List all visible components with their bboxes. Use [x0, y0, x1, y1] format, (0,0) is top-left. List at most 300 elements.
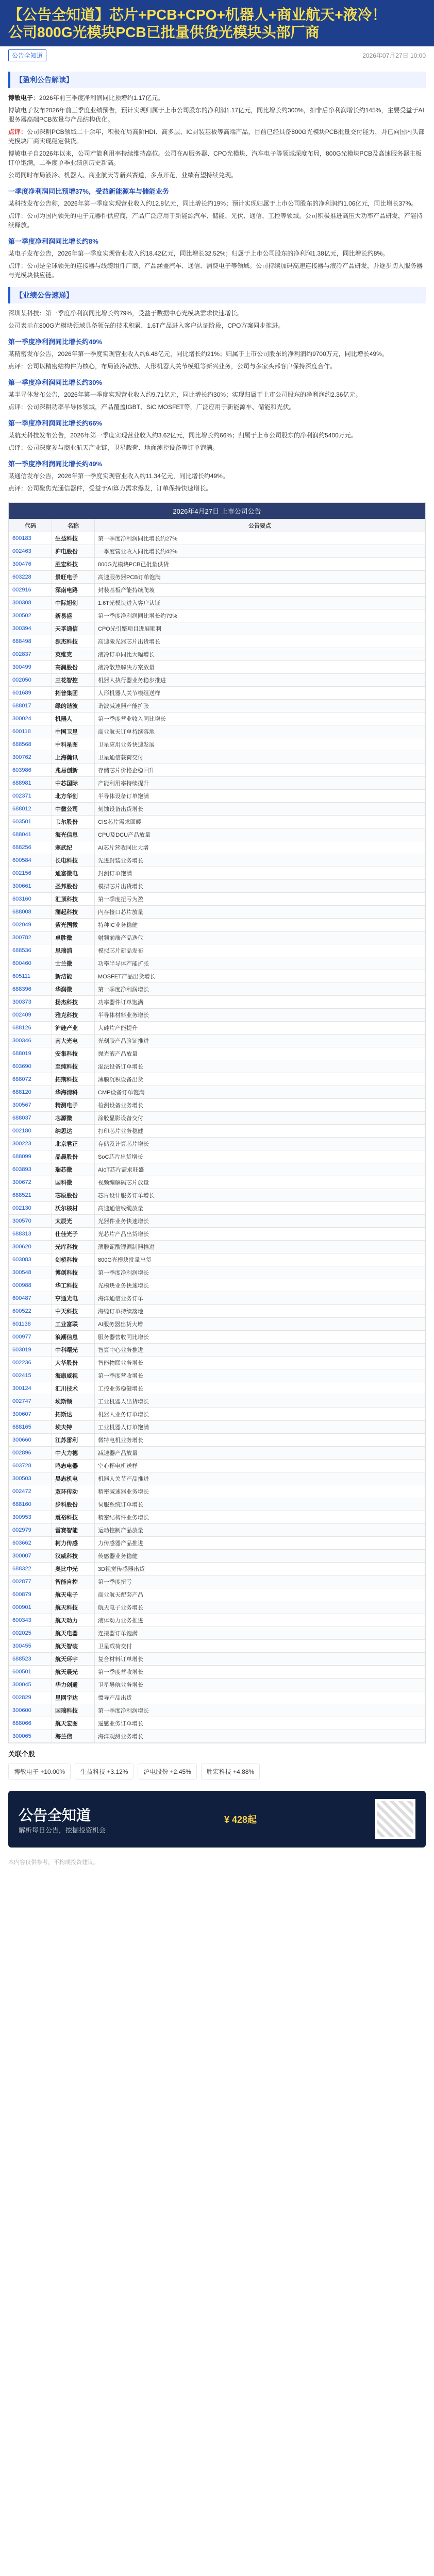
stock-name[interactable]: 华工科技 [52, 1279, 95, 1292]
stock-code[interactable]: 300782 [9, 931, 52, 944]
table-row[interactable] [9, 893, 425, 906]
table-row[interactable] [9, 648, 425, 661]
stock-name[interactable]: 源杰科技 [52, 635, 95, 648]
table-row[interactable] [9, 1279, 425, 1292]
stock-name[interactable]: 中大力德 [52, 1447, 95, 1460]
stock-code[interactable]: 300503 [9, 1472, 52, 1485]
table-row[interactable] [9, 1125, 425, 1138]
table-row[interactable] [9, 906, 425, 919]
stock-name[interactable]: 精测电子 [52, 1099, 95, 1112]
stock-name[interactable]: 双环传动 [52, 1485, 95, 1498]
table-row[interactable] [9, 1073, 425, 1086]
table-row[interactable] [9, 1408, 425, 1421]
stock-code[interactable]: 688008 [9, 906, 52, 919]
table-row[interactable] [9, 1009, 425, 1022]
stock-code[interactable]: 603662 [9, 1537, 52, 1550]
stock-code[interactable]: 688126 [9, 1022, 52, 1035]
table-row[interactable] [9, 957, 425, 970]
stock-code[interactable]: 300223 [9, 1138, 52, 1150]
table-row[interactable] [9, 1421, 425, 1434]
stock-code[interactable]: 688041 [9, 828, 52, 841]
table-row[interactable] [9, 996, 425, 1009]
stock-code[interactable]: 300045 [9, 1679, 52, 1691]
stock-code[interactable]: 300455 [9, 1640, 52, 1653]
table-row[interactable] [9, 1150, 425, 1163]
stock-code[interactable]: 603501 [9, 816, 52, 828]
stock-name[interactable]: 星网宇达 [52, 1691, 95, 1704]
announcement-summary: 射频前端产品迭代 [95, 931, 425, 944]
stock-code[interactable]: 300661 [9, 880, 52, 893]
stock-name[interactable]: 沃尔核材 [52, 1202, 95, 1215]
stock-code[interactable]: 688066 [9, 1717, 52, 1730]
stock-name[interactable]: 浪潮信息 [52, 1331, 95, 1344]
table-row[interactable] [9, 1460, 425, 1472]
stock-code[interactable]: 688019 [9, 1047, 52, 1060]
stock-code[interactable]: 688521 [9, 1189, 52, 1202]
stock-name[interactable]: 埃夫特 [52, 1421, 95, 1434]
table-row[interactable] [9, 1382, 425, 1395]
table-row[interactable] [9, 1035, 425, 1047]
table-row[interactable] [9, 944, 425, 957]
announcement-summary: 视频编解码芯片放量 [95, 1176, 425, 1189]
stock-code[interactable]: 002979 [9, 1524, 52, 1537]
stock-name[interactable]: 雅克科技 [52, 1009, 95, 1022]
table-row[interactable] [9, 1627, 425, 1640]
stock-name[interactable]: 大华股份 [52, 1357, 95, 1369]
stock-code[interactable]: 300346 [9, 1035, 52, 1047]
table-row[interactable] [9, 545, 425, 558]
stock-name[interactable]: 中国卫星 [52, 725, 95, 738]
table-row[interactable] [9, 983, 425, 996]
stock-code[interactable]: 688536 [9, 944, 52, 957]
stock-code[interactable]: 688498 [9, 635, 52, 648]
announcement-summary: 1.6T光模块进入客户认证 [95, 597, 425, 609]
stock-chip[interactable]: 博敏电子 +10.00% [8, 1764, 71, 1780]
stock-code[interactable]: 300600 [9, 1704, 52, 1717]
stock-name[interactable]: 士兰微 [52, 957, 95, 970]
stock-name[interactable]: 华润微 [52, 983, 95, 996]
stock-code[interactable]: 600584 [9, 854, 52, 867]
table-row[interactable] [9, 751, 425, 764]
stock-code[interactable]: 002025 [9, 1627, 52, 1640]
stock-code[interactable]: 603160 [9, 893, 52, 906]
paragraph: 某科技发布公告称，2026年第一季度实现营业收入约12.8亿元，同比增长约19%；预计实现归属于上市公司股东的净利润约1.06亿元，同比增长37%。 [8, 200, 418, 207]
stock-name[interactable]: 北京君正 [52, 1138, 95, 1150]
table-row[interactable] [9, 1511, 425, 1524]
stock-name[interactable]: 亨通光电 [52, 1292, 95, 1305]
stock-code[interactable]: 688165 [9, 1421, 52, 1434]
table-row[interactable] [9, 1099, 425, 1112]
stock-code[interactable]: 300502 [9, 609, 52, 622]
stock-name[interactable]: 航天电子 [52, 1588, 95, 1601]
table-row[interactable] [9, 1588, 425, 1601]
stock-name[interactable]: 航天电器 [52, 1627, 95, 1640]
table-row[interactable] [9, 1022, 425, 1035]
stock-name[interactable]: 寒武纪 [52, 841, 95, 854]
table-row[interactable] [9, 1138, 425, 1150]
stock-name[interactable]: 新洁能 [52, 970, 95, 983]
stock-name[interactable]: 思瑞浦 [52, 944, 95, 957]
stock-code[interactable]: 688322 [9, 1563, 52, 1575]
table-row[interactable] [9, 1666, 425, 1679]
table-row[interactable] [9, 609, 425, 622]
stock-name[interactable]: 机器人 [52, 713, 95, 725]
table-row[interactable] [9, 1472, 425, 1485]
table-row[interactable] [9, 1640, 425, 1653]
stock-name[interactable]: 航天环宇 [52, 1653, 95, 1666]
stock-code[interactable]: 002916 [9, 584, 52, 597]
stock-code[interactable]: 605111 [9, 970, 52, 983]
stock-code[interactable]: 000988 [9, 1279, 52, 1292]
stock-code[interactable]: 000977 [9, 1331, 52, 1344]
stock-code[interactable]: 002130 [9, 1202, 52, 1215]
table-header-row [9, 519, 425, 532]
stock-code[interactable]: 688160 [9, 1498, 52, 1511]
table-row[interactable] [9, 816, 425, 828]
stock-code[interactable]: 002236 [9, 1357, 52, 1369]
stock-name[interactable]: 航天宏图 [52, 1717, 95, 1730]
stock-name[interactable]: 拓荆科技 [52, 1073, 95, 1086]
stock-code[interactable]: 688072 [9, 1073, 52, 1086]
stock-code[interactable]: 002877 [9, 1575, 52, 1588]
stock-name[interactable]: 华力创通 [52, 1679, 95, 1691]
table-row[interactable] [9, 1498, 425, 1511]
table-row[interactable] [9, 841, 425, 854]
stock-name[interactable]: 扬杰科技 [52, 996, 95, 1009]
stock-name[interactable]: 芯原股份 [52, 1189, 95, 1202]
stock-name[interactable]: 仕佳光子 [52, 1228, 95, 1241]
table-row[interactable] [9, 1395, 425, 1408]
stock-name[interactable]: 至纯科技 [52, 1060, 95, 1073]
table-row[interactable] [9, 687, 425, 700]
table-row[interactable] [9, 700, 425, 713]
promo-slogan: 解析每日公告，挖掘投资机会 [19, 1826, 106, 1834]
table-row[interactable] [9, 1189, 425, 1202]
stock-name[interactable]: 中科曙光 [52, 1344, 95, 1357]
stock-code[interactable]: 002049 [9, 919, 52, 931]
table-row[interactable] [9, 1537, 425, 1550]
table-row[interactable] [9, 1563, 425, 1575]
table-row[interactable] [9, 558, 425, 571]
table-row[interactable] [9, 1305, 425, 1318]
stock-name[interactable]: 国科微 [52, 1176, 95, 1189]
stock-code[interactable]: 600118 [9, 725, 52, 738]
table-row[interactable] [9, 1691, 425, 1704]
stock-name[interactable]: 长电科技 [52, 854, 95, 867]
announcement-summary: 光模块业务快速增长 [95, 1279, 425, 1292]
stock-name[interactable]: 生益科技 [52, 532, 95, 545]
stock-code[interactable]: 688523 [9, 1653, 52, 1666]
subsection-heading: 第一季度净利润同比增长约30% [8, 379, 103, 386]
stock-code[interactable]: 603083 [9, 1253, 52, 1266]
stock-name[interactable]: 汉威科技 [52, 1550, 95, 1563]
table-row[interactable] [9, 1292, 425, 1305]
stock-code[interactable]: 002050 [9, 674, 52, 687]
stock-name[interactable]: 昊志机电 [52, 1472, 95, 1485]
stock-code[interactable]: 300660 [9, 1434, 52, 1447]
table-row[interactable] [9, 919, 425, 931]
table-row[interactable] [9, 571, 425, 584]
table-row[interactable] [9, 674, 425, 687]
stock-name[interactable]: 通富微电 [52, 867, 95, 880]
stock-chip[interactable]: 生益科技 +3.12% [75, 1764, 133, 1780]
stock-code[interactable]: 688012 [9, 803, 52, 816]
stock-name[interactable]: 鸣志电器 [52, 1460, 95, 1472]
stock-code[interactable]: 002463 [9, 545, 52, 558]
stock-name[interactable]: 海光信息 [52, 828, 95, 841]
table-row[interactable] [9, 1614, 425, 1627]
stock-name[interactable]: 三花智控 [52, 674, 95, 687]
table-row[interactable] [9, 1318, 425, 1331]
table-row[interactable] [9, 1357, 425, 1369]
table-row[interactable] [9, 828, 425, 841]
stock-code[interactable]: 600501 [9, 1666, 52, 1679]
table-row[interactable] [9, 1253, 425, 1266]
table-row[interactable] [9, 1717, 425, 1730]
stock-code[interactable]: 688256 [9, 841, 52, 854]
stock-code[interactable]: 603019 [9, 1344, 52, 1357]
stock-name[interactable]: 国瑞科技 [52, 1704, 95, 1717]
table-row[interactable] [9, 635, 425, 648]
stock-code[interactable]: 603690 [9, 1060, 52, 1073]
stock-code[interactable]: 300308 [9, 597, 52, 609]
table-row[interactable] [9, 1228, 425, 1241]
table-row[interactable] [9, 1704, 425, 1717]
table-row[interactable] [9, 1344, 425, 1357]
stock-name[interactable]: 智能自控 [52, 1575, 95, 1588]
table-row[interactable] [9, 1524, 425, 1537]
stock-code[interactable]: 601138 [9, 1318, 52, 1331]
stock-code[interactable]: 688568 [9, 738, 52, 751]
table-row[interactable] [9, 931, 425, 944]
table-row[interactable] [9, 1047, 425, 1060]
table-row[interactable] [9, 867, 425, 880]
stock-code[interactable]: 000901 [9, 1601, 52, 1614]
stock-name[interactable]: 上海瀚讯 [52, 751, 95, 764]
stock-name[interactable]: 晶晨股份 [52, 1150, 95, 1163]
stock-code[interactable]: 688037 [9, 1112, 52, 1125]
stock-name[interactable]: 紫光国微 [52, 919, 95, 931]
stock-name[interactable]: 华海清科 [52, 1086, 95, 1099]
stock-code[interactable]: 002371 [9, 790, 52, 803]
table-row[interactable] [9, 1112, 425, 1125]
stock-code[interactable]: 300373 [9, 996, 52, 1009]
table-row[interactable] [9, 1601, 425, 1614]
stock-code[interactable]: 002747 [9, 1395, 52, 1408]
stock-code[interactable]: 600460 [9, 957, 52, 970]
stock-code[interactable]: 300394 [9, 622, 52, 635]
stock-name[interactable]: 景旺电子 [52, 571, 95, 584]
stock-code[interactable]: 300476 [9, 558, 52, 571]
stock-name[interactable]: 奥比中光 [52, 1563, 95, 1575]
table-row[interactable] [9, 803, 425, 816]
stock-name[interactable]: 英维克 [52, 648, 95, 661]
stock-name[interactable]: 卓胜微 [52, 931, 95, 944]
table-row[interactable] [9, 1447, 425, 1460]
stock-name[interactable]: 中科星图 [52, 738, 95, 751]
table-row[interactable] [9, 1202, 425, 1215]
stock-name[interactable]: 韦尔股份 [52, 816, 95, 828]
stock-code[interactable]: 300124 [9, 1382, 52, 1395]
stock-name[interactable]: 工业富联 [52, 1318, 95, 1331]
stock-code[interactable]: 603228 [9, 571, 52, 584]
stock-code[interactable]: 002180 [9, 1125, 52, 1138]
table-row[interactable] [9, 1730, 425, 1743]
column-tag[interactable]: 公告全知道 [8, 49, 46, 61]
stock-name[interactable]: 安集科技 [52, 1047, 95, 1060]
stock-code[interactable]: 300620 [9, 1241, 52, 1253]
stock-code[interactable]: 688120 [9, 1086, 52, 1099]
stock-name[interactable]: 博创科技 [52, 1266, 95, 1279]
stock-name[interactable]: 中天科技 [52, 1305, 95, 1318]
stock-name[interactable]: 剑桥科技 [52, 1253, 95, 1266]
table-row[interactable] [9, 854, 425, 867]
stock-name[interactable]: 航天智装 [52, 1640, 95, 1653]
stock-name[interactable]: 海兰信 [52, 1730, 95, 1743]
table-row[interactable] [9, 738, 425, 751]
table-row[interactable] [9, 764, 425, 777]
stock-name[interactable]: 中微公司 [52, 803, 95, 816]
table-row[interactable] [9, 1241, 425, 1253]
subscription-banner[interactable] [8, 1791, 426, 1848]
stock-name[interactable]: 拓普集团 [52, 687, 95, 700]
stock-name[interactable]: 震裕科技 [52, 1511, 95, 1524]
stock-name[interactable]: 绿的谐波 [52, 700, 95, 713]
stock-code[interactable]: 600522 [9, 1305, 52, 1318]
stock-code[interactable]: 300065 [9, 1730, 52, 1743]
table-row[interactable] [9, 1331, 425, 1344]
stock-code[interactable]: 002896 [9, 1447, 52, 1460]
stock-code[interactable]: 603986 [9, 764, 52, 777]
table-row[interactable] [9, 1653, 425, 1666]
stock-name[interactable]: 航天晨光 [52, 1666, 95, 1679]
stock-code[interactable]: 300024 [9, 713, 52, 725]
stock-code[interactable]: 300570 [9, 1215, 52, 1228]
stock-code[interactable]: 002156 [9, 867, 52, 880]
stock-code[interactable]: 688017 [9, 700, 52, 713]
table-row[interactable] [9, 661, 425, 674]
table-row[interactable] [9, 1266, 425, 1279]
announcement-summary: 工控业务稳健增长 [95, 1382, 425, 1395]
stock-code[interactable]: 688396 [9, 983, 52, 996]
table-row[interactable] [9, 1163, 425, 1176]
table-row[interactable] [9, 1485, 425, 1498]
table-row[interactable] [9, 597, 425, 609]
stock-code[interactable]: 300007 [9, 1550, 52, 1563]
stock-code[interactable]: 002409 [9, 1009, 52, 1022]
table-row[interactable] [9, 1060, 425, 1073]
stock-name[interactable]: 瑞芯微 [52, 1163, 95, 1176]
stock-name[interactable]: 沪硅产业 [52, 1022, 95, 1035]
table-row[interactable] [9, 1575, 425, 1588]
table-row[interactable] [9, 1369, 425, 1382]
table-row[interactable] [9, 713, 425, 725]
stock-code[interactable]: 002472 [9, 1485, 52, 1498]
stock-code[interactable]: 002829 [9, 1691, 52, 1704]
stock-name[interactable]: 高澜股份 [52, 661, 95, 674]
stock-code[interactable]: 600183 [9, 532, 52, 545]
stock-name[interactable]: 沪电股份 [52, 545, 95, 558]
stock-code[interactable]: 300762 [9, 751, 52, 764]
stock-name[interactable]: 雷赛智能 [52, 1524, 95, 1537]
table-row[interactable] [9, 622, 425, 635]
stock-name[interactable]: 新易盛 [52, 609, 95, 622]
stock-code[interactable]: 600487 [9, 1292, 52, 1305]
stock-name[interactable]: 澜起科技 [52, 906, 95, 919]
stock-name[interactable]: 深南电路 [52, 584, 95, 597]
table-row[interactable] [9, 790, 425, 803]
stock-name[interactable]: 圣邦股份 [52, 880, 95, 893]
table-row[interactable] [9, 1086, 425, 1099]
stock-code[interactable]: 688099 [9, 1150, 52, 1163]
table-row[interactable] [9, 725, 425, 738]
stock-name[interactable]: 胜宏科技 [52, 558, 95, 571]
stock-name[interactable]: 芯源微 [52, 1112, 95, 1125]
stock-chip[interactable]: 沪电股份 +2.45% [138, 1764, 196, 1780]
stock-code[interactable]: 300548 [9, 1266, 52, 1279]
stock-code[interactable]: 002415 [9, 1369, 52, 1382]
table-row[interactable] [9, 880, 425, 893]
stock-name[interactable]: 埃斯顿 [52, 1395, 95, 1408]
stock-code[interactable]: 601689 [9, 687, 52, 700]
stock-name[interactable]: 光库科技 [52, 1241, 95, 1253]
table-row[interactable] [9, 777, 425, 790]
stock-code[interactable]: 688981 [9, 777, 52, 790]
stock-name[interactable]: 拓斯达 [52, 1408, 95, 1421]
stock-name[interactable]: 海康威视 [52, 1369, 95, 1382]
stock-name[interactable]: 太辰光 [52, 1215, 95, 1228]
stock-name[interactable]: 航天科技 [52, 1601, 95, 1614]
stock-name[interactable]: 江苏雷利 [52, 1434, 95, 1447]
announcement-summary: 连接器订单饱满 [95, 1627, 425, 1640]
stock-name[interactable]: 兆易创新 [52, 764, 95, 777]
table-row[interactable] [9, 970, 425, 983]
paragraph: 博敏电子自2026年以来，公司产能利用率持续维持高位。公司在AI服务器、CPO光模块、汽车电子等领域深度布局，800G光模块PCB及高速服务器主板订单饱满，二季度单季业绩创历史新高。 [8, 150, 422, 166]
stock-name[interactable]: 北方华创 [52, 790, 95, 803]
stock-name[interactable]: 汇川技术 [52, 1382, 95, 1395]
company-name[interactable]: 博敏电子 [8, 94, 34, 101]
stock-code[interactable]: 603893 [9, 1163, 52, 1176]
stock-name[interactable]: 天孚通信 [52, 622, 95, 635]
stock-code[interactable]: 600879 [9, 1588, 52, 1601]
stock-name[interactable]: 中际旭创 [52, 597, 95, 609]
table-row[interactable] [9, 1176, 425, 1189]
stock-chip[interactable]: 胜宏科技 +4.88% [201, 1764, 260, 1780]
table-row[interactable] [9, 1550, 425, 1563]
stock-code[interactable]: 300672 [9, 1176, 52, 1189]
table-row[interactable] [9, 1434, 425, 1447]
stock-name[interactable]: 航天动力 [52, 1614, 95, 1627]
stock-code[interactable]: 300499 [9, 661, 52, 674]
stock-code[interactable]: 002837 [9, 648, 52, 661]
stock-code[interactable]: 688313 [9, 1228, 52, 1241]
stock-name[interactable]: 南大光电 [52, 1035, 95, 1047]
stock-code[interactable]: 603728 [9, 1460, 52, 1472]
table-row[interactable] [9, 1679, 425, 1691]
stock-name[interactable]: 中芯国际 [52, 777, 95, 790]
stock-code[interactable]: 600343 [9, 1614, 52, 1627]
table-row[interactable] [9, 532, 425, 545]
table-row[interactable] [9, 1215, 425, 1228]
stock-name[interactable]: 柯力传感 [52, 1537, 95, 1550]
table-row[interactable] [9, 584, 425, 597]
stock-name[interactable]: 汇顶科技 [52, 893, 95, 906]
stock-name[interactable]: 纳思达 [52, 1125, 95, 1138]
stock-name[interactable]: 步科股份 [52, 1498, 95, 1511]
stock-code[interactable]: 300607 [9, 1408, 52, 1421]
stock-code[interactable]: 300953 [9, 1511, 52, 1524]
stock-code[interactable]: 300567 [9, 1099, 52, 1112]
